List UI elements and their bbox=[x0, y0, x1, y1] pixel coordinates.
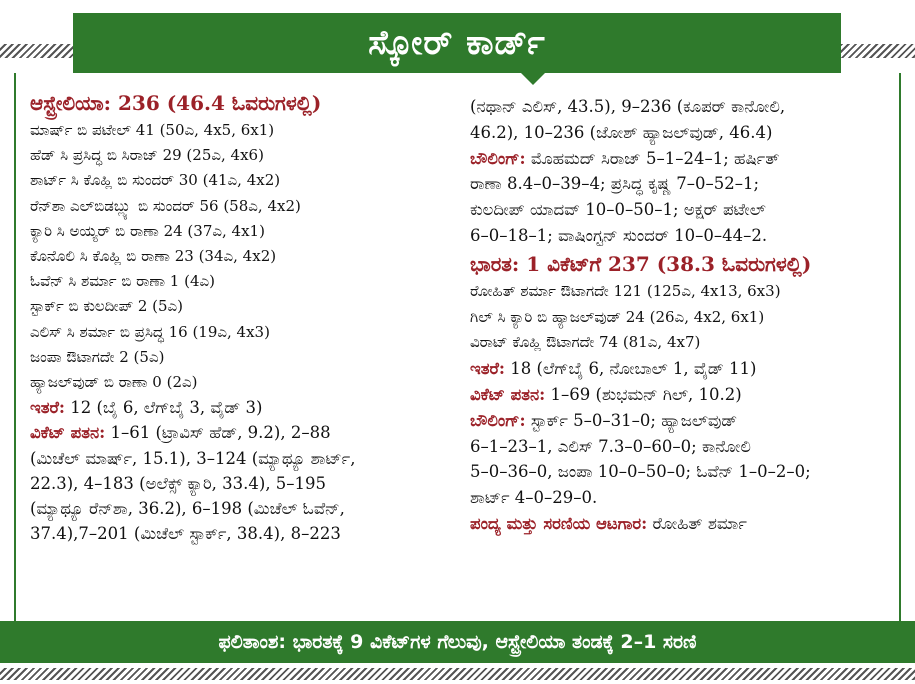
batting-line: ಗಿಲ್ ಸಿ ಕ್ಯಾರಿ ಬಿ ಹ್ಯಾಜಲ್‌ವುಡ್ 24 (26ಎ, 4x2, 6x1) bbox=[470, 307, 765, 326]
india-extras bbox=[470, 356, 885, 382]
right-column bbox=[470, 94, 885, 537]
bowling-line: ಶಾರ್ಟ್ 4–0–29–0. bbox=[470, 488, 598, 508]
batting-line: ಕೊನೊಲಿ ಸಿ ಕೊಹ್ಲಿ ಬಿ ರಾಣಾ 23 (34ಎ, 4x2) bbox=[30, 247, 277, 266]
bowling-line: ಕುಲದೀಪ್ ಯಾದವ್ 10–0–50–1; ಅಕ್ಷರ್ ಪಟೇಲ್ bbox=[470, 200, 766, 220]
fow-label: ವಿಕೆಟ್ ಪತನ: bbox=[30, 423, 106, 443]
fow-line: (ಮಿಚೆಲ್ ಮಾರ್ಷ್, 15.1), 3–124 (ಮ್ಯಾಥ್ಯೂ ಶಾರ್ಟ್, bbox=[30, 448, 356, 468]
title-banner bbox=[73, 13, 841, 73]
bowling-line: 5–0–36–0, ಜಂಪಾ 10–0–50–0; ಓವೆನ್ 1–0–2–0; bbox=[470, 462, 811, 482]
batting-line: ರೋಹಿತ್ ಶರ್ಮಾ ಔಟಾಗದೇ 121 (125ಎ, 4x13, 6x3) bbox=[470, 281, 781, 300]
fow-label: ವಿಕೆಟ್ ಪತನ: bbox=[470, 384, 546, 404]
australia-extras bbox=[30, 395, 460, 420]
result-text: ಫಲಿತಾಂಶ: ಭಾರತಕ್ಕೆ 9 ವಿಕೆಟ್‌ಗಳ ಗೆಲುವು, ಆಸ್ಟ್ರೇಲಿಯಾ ತಂಡಕ್ಕೆ 2–1 ಸರಣಿ bbox=[218, 631, 697, 653]
pom-value: ರೋಹಿತ್ ಶರ್ಮಾ bbox=[647, 513, 747, 533]
bowling-line: ರಾಣಾ 8.4–0–39–4; ಪ್ರಸಿದ್ಧ ಕೃಷ್ಣ 7–0–52–1; bbox=[470, 174, 760, 194]
bowling-text: ಸ್ಟಾರ್ಕ್ 5–0–31–0; ಹ್ಯಾಜಲ್‌ವುಡ್ bbox=[525, 410, 738, 430]
bowling-label: ಬೌಲಿಂಗ್: bbox=[470, 410, 526, 430]
batting-line: ಎಲಿಸ್ ಸಿ ಶರ್ಮಾ ಬಿ ಪ್ರಸಿದ್ಧ 16 (19ಎ, 4x3) bbox=[30, 322, 270, 341]
bowling-line: 6–0–18–1; ವಾಷಿಂಗ್ಟನ್ ಸುಂದರ್ 10–0–44–2. bbox=[470, 225, 768, 245]
left-column bbox=[30, 88, 460, 546]
fow-value: 1–69 (ಶುಭಮನ್ ಗಿಲ್, 10.2) bbox=[545, 384, 742, 404]
australia-heading: ಆಸ್ಟ್ರೇಲಿಯಾ: 236 (46.4 ಓವರುಗಳಲ್ಲಿ) bbox=[30, 91, 322, 115]
fow-line: (ನಥಾನ್ ಎಲಿಸ್, 43.5), 9–236 (ಕೂಪರ್ ಕಾನೋಲಿ, bbox=[470, 97, 786, 116]
fow-line: 37.4),7–201 (ಮಿಚೆಲ್ ಸ್ಟಾರ್ಕ್, 38.4), 8–223 bbox=[30, 524, 341, 544]
india-fow bbox=[470, 382, 885, 408]
batting-line: ಹ್ಯಾಜಲ್‌ವುಡ್ ಬಿ ರಾಣಾ 0 (2ಎ) bbox=[30, 373, 198, 392]
extras-label: ಇತರೆ: bbox=[470, 359, 505, 379]
extras-value: 18 (ಲೆಗ್‌ಬೈ 6, ನೋಬಾಲ್ 1, ವೈಡ್ 11) bbox=[504, 359, 757, 379]
batting-line: ಮಾರ್ಷ್ ಬಿ ಪಟೇಲ್ 41 (50ಎ, 4x5, 6x1) bbox=[30, 121, 275, 139]
pom-label: ಪಂದ್ಯ ಮತ್ತು ಸರಣಿಯ ಆಟಗಾರ: bbox=[470, 513, 648, 533]
batting-line: ರೆನ್‌ಶಾ ಎಲ್‌ಬಿಡಬ್ಲ್ಯು ಬಿ ಸುಂದರ್ 56 (58ಎ, 4x2) bbox=[30, 196, 301, 215]
india-bowling bbox=[470, 408, 885, 434]
bowling-text: ಮೊಹಮದ್ ಸಿರಾಜ್ 5–1–24–1; ಹರ್ಷಿತ್ bbox=[525, 148, 780, 168]
australia-bowling bbox=[470, 146, 885, 172]
bowling-line: 6–1–23–1, ಎಲಿಸ್ 7.3–0–60–0; ಕಾನೋಲಿ bbox=[470, 436, 751, 456]
page-title: ಸ್ಕೋರ್ ಕಾರ್ಡ್ bbox=[368, 23, 546, 63]
result-banner bbox=[0, 621, 915, 663]
batting-line: ಶಾರ್ಟ್ ಸಿ ಕೊಹ್ಲಿ ಬಿ ಸುಂದರ್ 30 (41ಎ, 4x2) bbox=[30, 171, 281, 190]
fow-line: 22.3), 4–183 (ಅಲೆಕ್ಸ್ ಕ್ಯಾರಿ, 33.4), 5–195 bbox=[30, 473, 327, 493]
fow-text: 1–61 (ಟ್ರಾವಿಸ್ ಹೆಡ್, 9.2), 2–88 bbox=[105, 423, 331, 443]
batting-line: ಸ್ಟಾರ್ಕ್ ಬಿ ಕುಲದೀಪ್ 2 (5ಎ) bbox=[30, 297, 184, 316]
batting-line: ಓವೆನ್ ಸಿ ಶರ್ಮಾ ಬಿ ರಾಣಾ 1 (4ಎ) bbox=[30, 272, 215, 291]
india-heading: ಭಾರತ: 1 ವಿಕೆಟ್‌ಗೆ 237 (38.3 ಓವರುಗಳಲ್ಲಿ) bbox=[470, 251, 812, 276]
decorative-hatch-bottom bbox=[0, 668, 915, 680]
batting-line: ಕ್ಯಾರಿ ಸಿ ಅಯ್ಯರ್ ಬಿ ರಾಣಾ 24 (37ಎ, 4x1) bbox=[30, 221, 265, 240]
bowling-label: ಬೌಲಿಂಗ್: bbox=[470, 148, 526, 168]
fow-line: (ಮ್ಯಾಥ್ಯೂ ರೆನ್‌ಶಾ, 36.2), 6–198 (ಮಿಚೆಲ್ ಓವೆನ್, bbox=[30, 499, 345, 519]
batting-line: ವಿರಾಟ್ ಕೊಹ್ಲಿ ಔಟಾಗದೇ 74 (81ಎ, 4x7) bbox=[470, 333, 701, 352]
australia-fow bbox=[30, 420, 460, 445]
extras-value: 12 (ಬೈ 6, ಲೆಗ್‌ಬೈ 3, ವೈಡ್ 3) bbox=[64, 398, 263, 418]
extras-label: ಇತರೆ: bbox=[30, 398, 65, 418]
batting-line: ಹೆಡ್ ಸಿ ಪ್ರಸಿದ್ಧ ಬಿ ಸಿರಾಜ್ 29 (25ಎ, 4x6) bbox=[30, 146, 264, 165]
fow-line: 46.2), 10–236 (ಜೋಶ್ ಹ್ಯಾಜಲ್‌ವುಡ್, 46.4) bbox=[470, 122, 773, 142]
batting-line: ಜಂಪಾ ಔಟಾಗದೇ 2 (5ಎ) bbox=[30, 347, 165, 366]
player-of-match bbox=[470, 511, 885, 537]
